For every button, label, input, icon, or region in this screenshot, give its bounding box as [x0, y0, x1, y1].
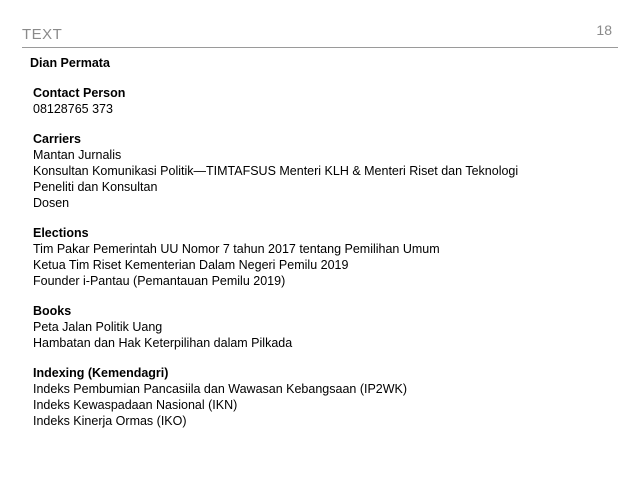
list-item: Founder i-Pantau (Pemantauan Pemilu 2019) [33, 274, 286, 288]
section-title: Carriers [33, 132, 81, 146]
section-title: Contact Person [33, 86, 126, 100]
person-name: Dian Permata [30, 56, 110, 70]
list-item: Dosen [33, 196, 70, 210]
list-item: Tim Pakar Pemerintah UU Nomor 7 tahun 2017 tentang Pemilihan Umum [33, 242, 440, 256]
section-contact-person [33, 85, 613, 117]
list-item: Ketua Tim Riset Kementerian Dalam Negeri Pemilu 2019 [33, 258, 349, 272]
section-elections [33, 225, 613, 289]
list-item: Indeks Kinerja Ormas (IKO) [33, 414, 187, 428]
header-divider [22, 47, 618, 48]
section-indexing [33, 365, 613, 429]
list-item: Konsultan Komunikasi Politik—TIMTAFSUS Menteri KLH & Menteri Riset dan Teknologi [33, 164, 519, 178]
contact-phone: 08128765 373 [33, 102, 113, 116]
list-item: Hambatan dan Hak Keterpilihan dalam Pilkada [33, 336, 293, 350]
list-item: Mantan Jurnalis [33, 148, 122, 162]
section-title: Indexing (Kemendagri) [33, 366, 169, 380]
section-carriers [33, 131, 613, 211]
slide-header [22, 22, 618, 48]
section-title: Books [33, 304, 72, 318]
section-title: Elections [33, 226, 89, 240]
list-item: Peneliti dan Konsultan [33, 180, 158, 194]
list-item: Indeks Kewaspadaan Nasional (IKN) [33, 398, 238, 412]
list-item: Peta Jalan Politik Uang [33, 320, 163, 334]
page-number: 18 [596, 22, 612, 38]
section-books [33, 303, 613, 351]
header-label: TEXT [22, 26, 63, 43]
profile-content [30, 55, 613, 429]
list-item: Indeks Pembumian Pancasiila dan Wawasan Kebangsaan (IP2WK) [33, 382, 408, 396]
